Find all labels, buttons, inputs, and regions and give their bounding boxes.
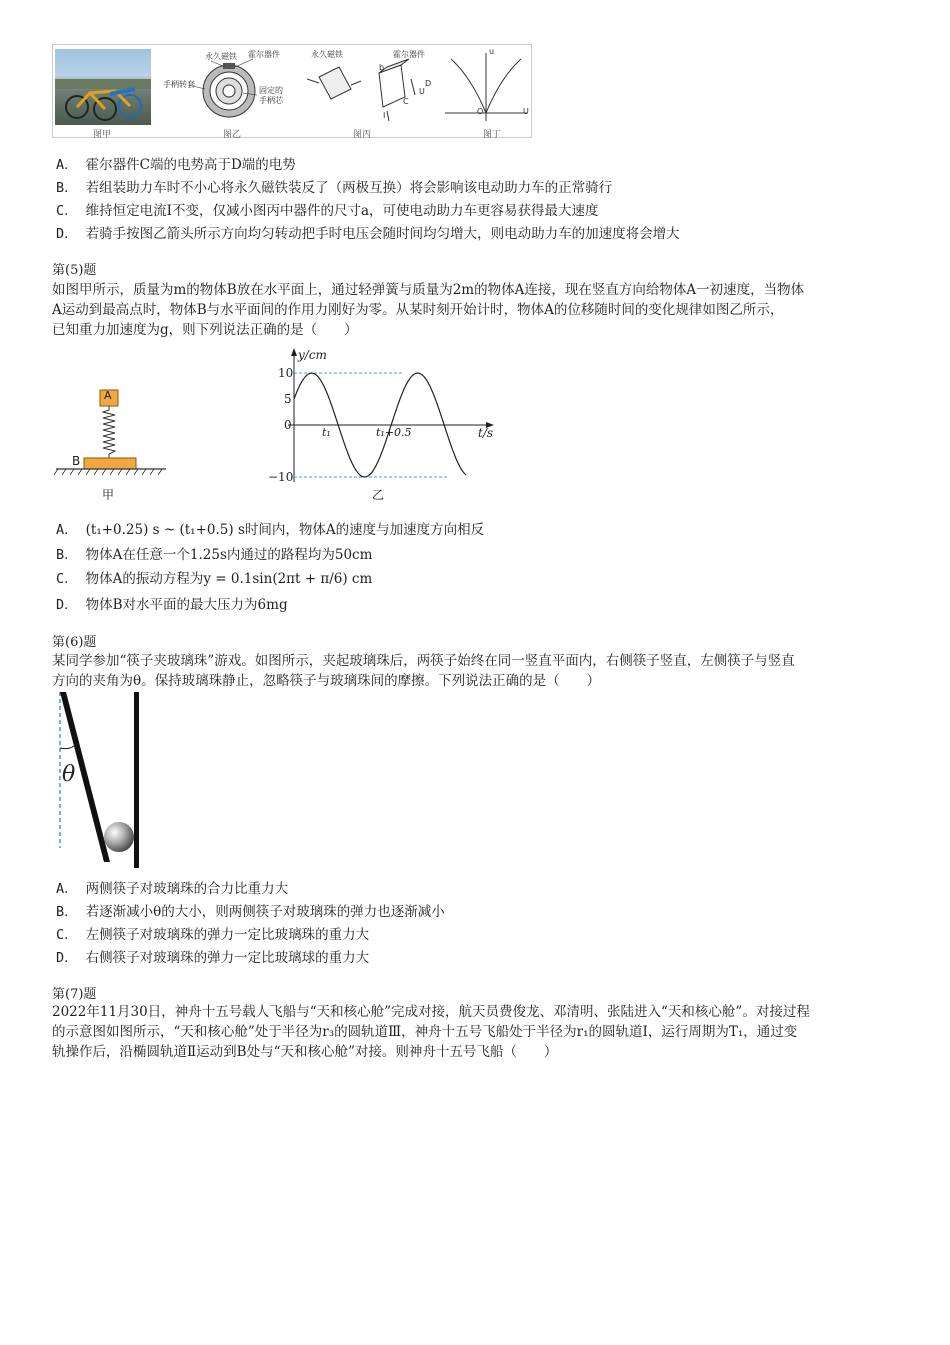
caption-jia: 图甲 [93, 130, 112, 140]
q6-heading: 第(6)题 [52, 635, 97, 650]
label-magnet: 永久磁铁 [205, 52, 237, 61]
label-O: O [477, 107, 484, 116]
tick-y-0: 0 [284, 418, 292, 432]
q5-option-c[interactable]: C． 物体A的振动方程为y = 0.1sin(2πt + π/6) cm [56, 571, 373, 587]
spring-block-figure [54, 384, 174, 484]
label-u: u [489, 47, 495, 56]
q4-option-b[interactable]: B． 若组装助力车时不小心将永久磁铁装反了（两极互换）将会影响该电动助力车的正常骑行 [56, 180, 613, 196]
speed-voltage-graph [441, 47, 531, 127]
caption-bing: 图丙 [353, 130, 372, 140]
q6-option-a[interactable]: A． 两侧筷子对玻璃珠的合力比重力大 [56, 881, 289, 897]
q5-stem-1: 如图甲所示，质量为m的物体B放在水平面上，通过轻弹簧与质量为2m的物体A连接，现在竖直方向给物体A一初速度，当物体 [52, 282, 805, 298]
tick-y-5: 5 [284, 392, 292, 406]
displacement-time-graph [268, 346, 498, 486]
label-U: U [419, 87, 425, 96]
label-magnet-bing: 永久磁铁 [311, 50, 343, 59]
q6-stem-2: 方向的夹角为θ。保持玻璃珠静止，忽略筷子与玻璃珠间的摩擦。下列说法正确的是（ ） [52, 673, 601, 689]
label-D: D [425, 79, 432, 88]
q5-stem-2: A运动到最高点时，物体B与水平面间的作用力刚好为零。从某时刻开始计时，物体A的位移随时间的变化规律如图乙所示， [52, 302, 784, 318]
q7-stem-1: 2022年11月30日，神舟十五号载人飞船与“天和核心舱”完成对接，航天员费俊龙、邓清明、张陆进入“天和核心舱”。对接过程 [52, 1004, 810, 1020]
graph-xlabel: t/s [478, 426, 494, 440]
label-hall: 霍尔器件 [248, 50, 280, 59]
q5-option-b[interactable]: B． 物体A在任意一个1.25s内通过的路程均为50cm [56, 547, 373, 563]
label-grip: 手柄转套 [163, 80, 195, 89]
q7-stem-2: 的示意图如图所示，“天和核心舱”处于半径为r₃的圆轨道Ⅲ，神舟十五号飞船处于半径为r₁的圆轨道Ⅰ，运行周期为T₁，通过变 [52, 1024, 798, 1040]
fig-jia-caption: 甲 [102, 488, 115, 502]
fig-yi-caption: 乙 [372, 488, 385, 502]
q6-option-d[interactable]: D． 右侧筷子对玻璃珠的弹力一定比玻璃球的重力大 [56, 950, 370, 966]
tick-x-t1: t₁ [322, 426, 331, 439]
q4-option-d[interactable]: D． 若骑手按图乙箭头所示方向均匀转动把手时电压会随时间均匀增大，则电动助力车的加速度将会增大 [56, 226, 680, 242]
q5-option-d[interactable]: D． 物体B对水平面的最大压力为6mg [56, 597, 288, 613]
block-b-label: B [72, 454, 81, 468]
hall-element-diagram [297, 49, 437, 125]
q7-stem-3: 轨操作后，沿椭圆轨道Ⅱ运动到B处与“天和核心舱”对接。则神舟十五号飞船（ ） [52, 1044, 558, 1060]
bike-photo [55, 49, 151, 125]
tick-y-10: 10 [278, 366, 294, 380]
block-a-label: A [104, 389, 112, 402]
label-C: C [403, 97, 409, 106]
label-fixed: 固定的 [259, 86, 283, 95]
label-core: 手柄芯 [259, 96, 283, 105]
label-hall-bing: 霍尔器件 [393, 50, 425, 59]
q4-option-a[interactable]: A． 霍尔器件C端的电势高于D端的电势 [56, 157, 296, 173]
graph-ylabel: y/cm [298, 348, 327, 362]
caption-yi: 图乙 [223, 130, 242, 140]
q5-stem-3: 已知重力加速度为g，则下列说法正确的是（ ） [52, 322, 358, 338]
tick-x-t1-05: t₁+0.5 [376, 426, 412, 439]
tick-y-neg10: −10 [268, 470, 294, 484]
q5-option-a[interactable]: A． (t₁+0.25) s ~ (t₁+0.5) s时间内，物体A的速度与加速度方向相反 [56, 522, 485, 538]
theta-label: θ [62, 762, 76, 787]
label-I: I [383, 111, 386, 120]
q4-option-c[interactable]: C． 维持恒定电流I不变，仅减小图丙中器件的尺寸a，可使电动助力车更容易获得最大速度 [56, 203, 599, 219]
label-b: b [379, 63, 385, 72]
q5-heading: 第(5)题 [52, 263, 97, 278]
q6-stem-1: 某同学参加“筷子夹玻璃珠”游戏。如图所示，夹起玻璃珠后，两筷子始终在同一竖直平面内，右侧筷子竖直，左侧筷子与竖直 [52, 653, 795, 669]
q6-option-c[interactable]: C． 左侧筷子对玻璃珠的弹力一定比玻璃珠的重力大 [56, 927, 370, 943]
q6-option-b[interactable]: B． 若逐渐减小θ的大小，则两侧筷子对玻璃珠的弹力也逐渐减小 [56, 904, 445, 920]
caption-ding: 图丁 [483, 130, 502, 140]
label-U-axis: U [523, 107, 529, 116]
figure-row [52, 44, 532, 138]
q7-heading: 第(7)题 [52, 987, 97, 1002]
